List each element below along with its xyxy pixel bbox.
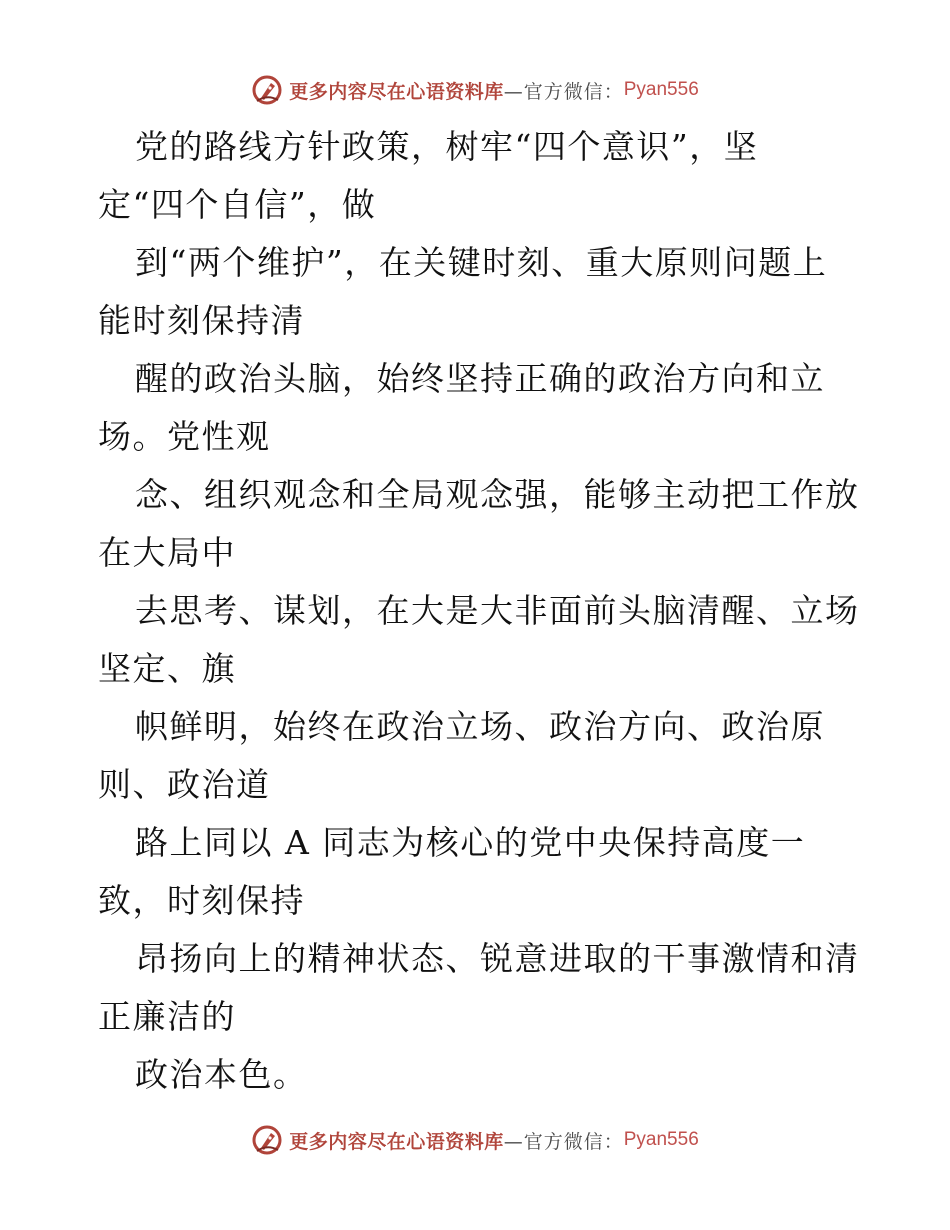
body-line: 党的路线方针政策，树牢“四个意识”，坚 [135, 127, 759, 166]
banner-separator: —官方微信： [503, 80, 624, 103]
body-line: 致，时刻保持 [98, 881, 305, 920]
body-line: 则、政治道 [98, 765, 271, 804]
banner-title: 更多内容尽在心语资料库 [289, 80, 504, 103]
document-body [98, 118, 878, 1104]
pen-nib-circle-icon [251, 1124, 283, 1156]
body-line: 定“四个自信”，做 [98, 185, 377, 224]
body-line: 政治本色。 [135, 1055, 308, 1094]
banner-separator: —官方微信： [503, 1130, 624, 1153]
pen-nib-circle-icon [251, 74, 283, 106]
banner-wechat-id: Pyan556 [623, 1129, 699, 1150]
header-banner [0, 70, 950, 110]
banner-title: 更多内容尽在心语资料库 [289, 1130, 504, 1153]
footer-banner [0, 1120, 950, 1160]
body-line: 去思考、谋划，在大是大非面前头脑清醒、立场 [135, 591, 860, 630]
body-line: 场。党性观 [98, 417, 271, 456]
body-line: 正廉洁的 [98, 997, 236, 1036]
body-line: 路上同以 A 同志为核心的党中央保持高度一 [135, 823, 806, 862]
body-line: 在大局中 [98, 533, 236, 572]
body-line: 能时刻保持清 [98, 301, 305, 340]
body-line: 昂扬向上的精神状态、锐意进取的干事激情和清 [135, 939, 860, 978]
body-line: 念、组织观念和全局观念强，能够主动把工作放 [135, 475, 860, 514]
banner-wechat-id: Pyan556 [623, 79, 699, 100]
body-line: 到“两个维护”，在关键时刻、重大原则问题上 [135, 243, 828, 282]
body-line: 帜鲜明，始终在政治立场、政治方向、政治原 [135, 707, 825, 746]
body-line: 坚定、旗 [98, 649, 236, 688]
body-line: 醒的政治头脑，始终坚持正确的政治方向和立 [135, 359, 825, 398]
